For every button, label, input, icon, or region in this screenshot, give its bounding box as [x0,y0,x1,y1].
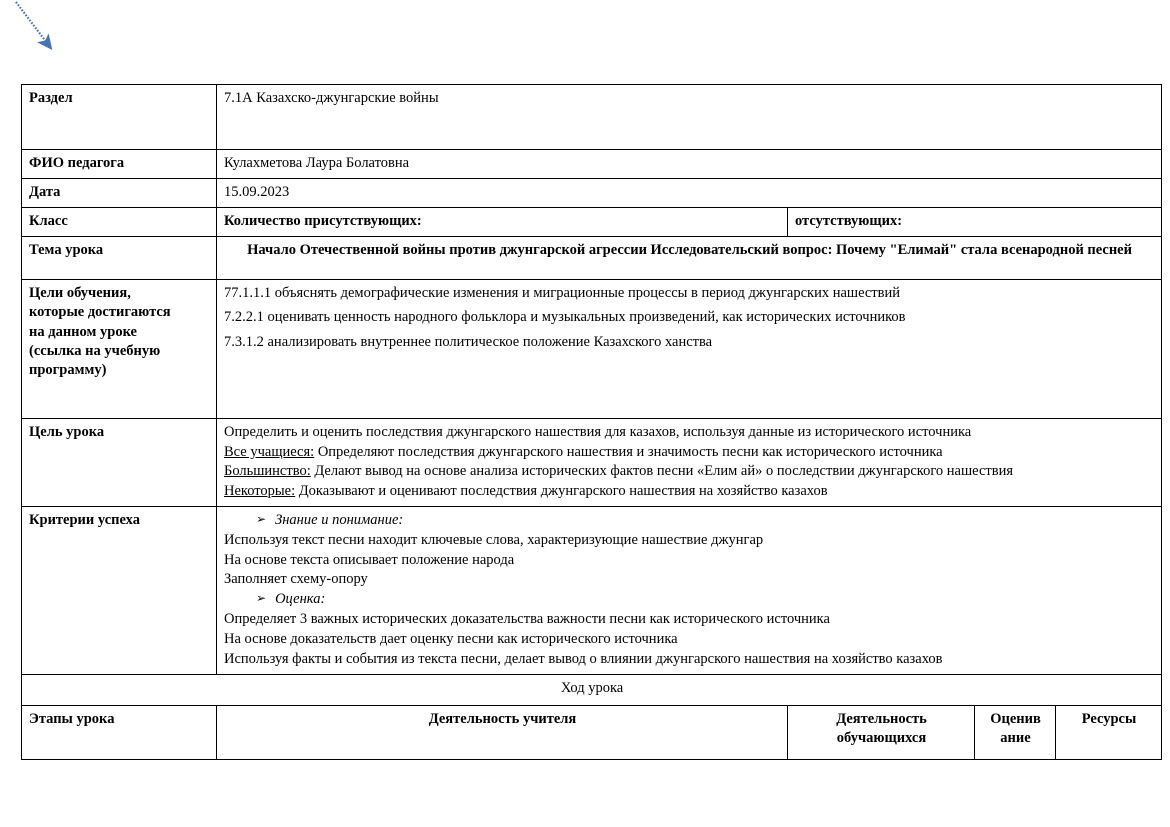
label-date: Дата [22,179,217,208]
label-objectives-line-1: Цели обучения, [29,285,131,301]
value-criteria-cell [217,506,1162,674]
criteria-heading-text: Знание и понимание: [275,511,404,528]
lesson-plan-table [21,84,1162,760]
arrow-bullet-icon: ➢ [256,511,267,526]
value-date: 15.09.2023 [217,179,1162,208]
value-objectives-cell [217,280,1162,419]
goal-level-most-text: Делают вывод на основе анализа исторических фактов песни «Елим ай» о последствии джунгарского нашествия [310,463,1014,480]
label-absent-count: отсутствующих: [788,208,1162,237]
table-row-teacher [22,150,1162,179]
column-header-student-activity-line-2: обучающихся [836,730,927,747]
column-header-student-activity [788,705,975,759]
criteria-item: Определяет 3 важных исторических доказательства важности песни как исторического источника [224,611,830,628]
table-row-objectives [22,280,1162,419]
objective-item: 7.2.2.1 оценивать ценность народного фольклора и музыкальных произведений, как исторических источников [224,309,906,326]
criteria-item: Заполняет схему-опору [224,571,368,588]
value-teacher: Кулахметова Лаура Болатовна [217,150,1162,179]
goal-level-some-prefix: Некоторые: [224,483,296,500]
table-row-date [22,179,1162,208]
course-title: Ход урока [22,674,1162,705]
column-header-assessment [975,705,1056,759]
goal-level-some-text: Доказывают и оценивают последствия джунгарского нашествия на хозяйство казахов [295,483,828,500]
table-row-grade [22,208,1162,237]
criteria-item: Используя текст песни находит ключевые слова, характеризующие нашествие джунгар [224,531,764,548]
column-header-assessment-line-2: ание [1000,730,1031,747]
criteria-item: Используя факты и события из текста песни, делает вывод о влиянии джунгарского нашествия на хозяйство казахов [224,650,943,667]
goal-level-most-prefix: Большинство: [224,463,311,480]
goal-level-most [224,462,1155,482]
label-grade: Класс [22,208,217,237]
label-teacher: ФИО педагога [22,150,217,179]
criteria-item: На основе доказательств дает оценку песни как исторического источника [224,631,678,648]
value-goal-cell [217,419,1162,507]
objective-item: 7.3.1.2 анализировать внутреннее политическое положение Казахского ханства [224,333,713,350]
goal-level-all-prefix: Все учащиеся: [224,443,315,460]
table-row-column-headers [22,705,1162,759]
label-topic: Тема урока [22,237,217,280]
value-topic: Начало Отечественной войны против джунгарской агрессии Исследовательский вопрос: Почему "Елимай" стала всенародной песней [247,242,1132,258]
column-header-student-activity-line-1: Деятельность [836,710,927,727]
column-header-stages: Этапы урока [22,705,217,759]
goal-level-some [224,482,1155,502]
table-row-criteria [22,506,1162,674]
pointer-arrow-icon [0,0,120,90]
column-header-assessment-line-1: Оценив [990,710,1041,727]
table-row-course-title [22,674,1162,705]
table-row-section [22,85,1162,150]
label-objectives-line-4: (ссылка на учебную [29,342,161,359]
criteria-item: На основе текста описывает положение народа [224,551,515,568]
value-section: 7.1А Казахско-джунгарские войны [217,85,1162,150]
goal-level-all-text: Определяют последствия джунгарского нашествия и значимость песни как исторического источника [314,443,943,460]
label-section: Раздел [22,85,217,150]
label-goal: Цель урока [22,419,217,507]
label-objectives [22,280,217,419]
label-objectives-line-2: которые достигаются [29,304,171,321]
table-row-goal [22,419,1162,507]
column-header-teacher-activity: Деятельность учителя [217,705,788,759]
arrow-bullet-icon: ➢ [256,591,267,606]
column-header-resources: Ресурсы [1056,705,1162,759]
table-row-topic [22,237,1162,280]
label-present-count: Количество присутствующих: [217,208,788,237]
label-objectives-line-5: программу) [29,362,107,379]
goal-intro: Определить и оценить последствия джунгарского нашествия для казахов, используя данные из исторического источника [224,424,972,440]
value-topic-cell [217,237,1162,280]
criteria-group-heading-assessment [224,590,1155,610]
criteria-group-heading-knowledge [224,511,1155,531]
label-objectives-line-3: на данном уроке [29,323,137,340]
objective-item: 77.1.1.1 объяснять демографические изменения и миграционные процессы в период джунгарских нашествий [224,285,901,301]
goal-level-all [224,443,1155,463]
label-criteria: Критерии успеха [22,506,217,674]
criteria-heading-text: Оценка: [275,591,326,608]
